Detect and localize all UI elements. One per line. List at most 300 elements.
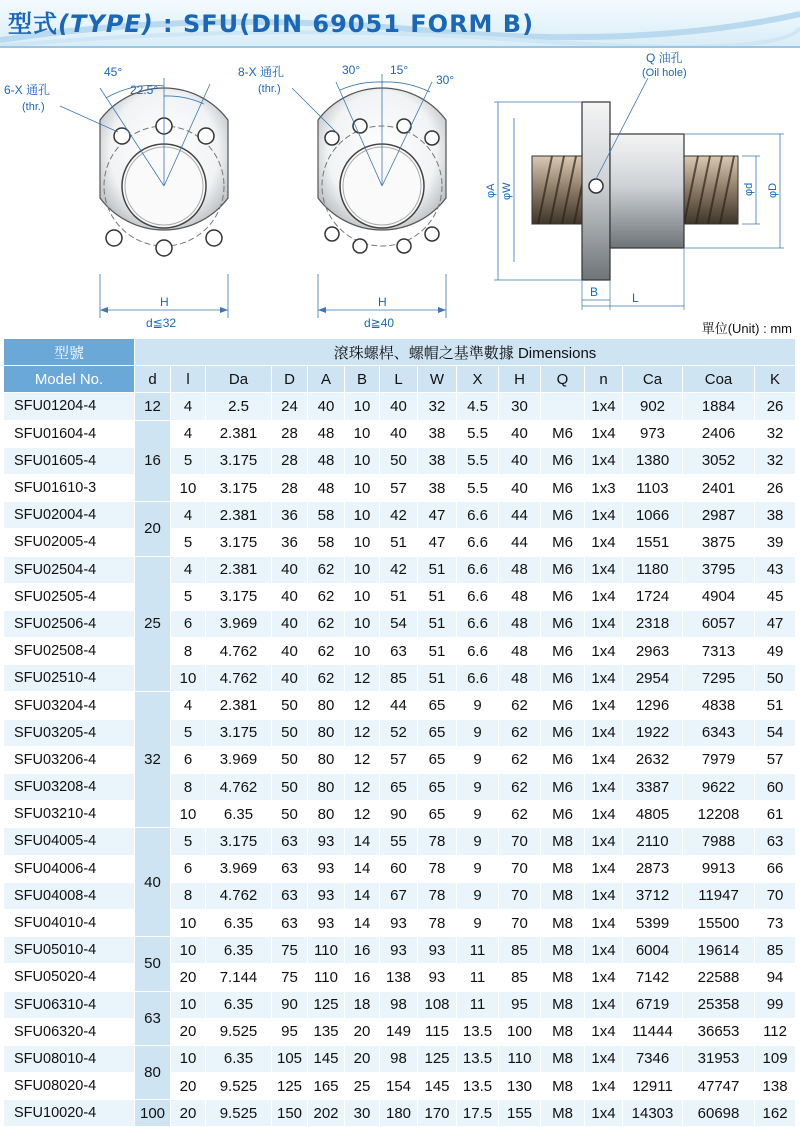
cell-da: 2.381 bbox=[206, 556, 272, 583]
dimensions-table bbox=[3, 338, 796, 1127]
cell-coa: 2987 bbox=[683, 502, 755, 529]
cell-l: 8 bbox=[171, 882, 206, 909]
cell-da: 3.969 bbox=[206, 746, 272, 773]
cell-n: 1x4 bbox=[585, 502, 623, 529]
model-cell: SFU06310-4 bbox=[4, 991, 135, 1018]
column-header-Q: Q bbox=[541, 366, 585, 393]
cell-h: 70 bbox=[499, 909, 541, 936]
cell-w: 51 bbox=[418, 665, 457, 692]
cell-a: 62 bbox=[308, 610, 345, 637]
cell-b: 10 bbox=[345, 420, 380, 447]
cell-d: 50 bbox=[272, 801, 308, 828]
cell-l: 51 bbox=[380, 583, 418, 610]
cell-coa: 3052 bbox=[683, 447, 755, 474]
cell-da: 4.762 bbox=[206, 638, 272, 665]
cell-da: 4.762 bbox=[206, 665, 272, 692]
cell-coa: 3875 bbox=[683, 529, 755, 556]
diameter-cell: 80 bbox=[135, 1045, 171, 1099]
cell-w: 78 bbox=[418, 909, 457, 936]
cell-a: 58 bbox=[308, 502, 345, 529]
diameter-cell: 20 bbox=[135, 502, 171, 556]
table-row bbox=[4, 1045, 796, 1072]
cell-k: 45 bbox=[755, 583, 796, 610]
cell-b: 10 bbox=[345, 474, 380, 501]
diameter-cell: 50 bbox=[135, 937, 171, 991]
cell-a: 40 bbox=[308, 393, 345, 420]
cell-ca: 973 bbox=[623, 420, 683, 447]
diameter-cell: 25 bbox=[135, 556, 171, 692]
cell-w: 47 bbox=[418, 529, 457, 556]
cell-ca: 1066 bbox=[623, 502, 683, 529]
cell-l: 10 bbox=[171, 1045, 206, 1072]
cell-q: M8 bbox=[541, 909, 585, 936]
model-cell: SFU04010-4 bbox=[4, 909, 135, 936]
cell-q: M8 bbox=[541, 1018, 585, 1045]
flange-front-view-6-holes bbox=[4, 65, 228, 330]
column-header-Da: Da bbox=[206, 366, 272, 393]
cell-l: 57 bbox=[380, 746, 418, 773]
cell-n: 1x4 bbox=[585, 583, 623, 610]
oil-hole-label-en: (Oil hole) bbox=[642, 67, 687, 79]
cell-w: 65 bbox=[418, 801, 457, 828]
cell-h: 70 bbox=[499, 828, 541, 855]
cell-b: 12 bbox=[345, 746, 380, 773]
cell-q: M8 bbox=[541, 1073, 585, 1100]
table-row bbox=[4, 529, 796, 556]
cell-n: 1x4 bbox=[585, 692, 623, 719]
thr-label: (thr.) bbox=[22, 101, 45, 113]
cell-a: 80 bbox=[308, 801, 345, 828]
cell-coa: 36653 bbox=[683, 1018, 755, 1045]
cell-n: 1x4 bbox=[585, 1073, 623, 1100]
cell-w: 51 bbox=[418, 556, 457, 583]
cell-a: 80 bbox=[308, 692, 345, 719]
cell-a: 48 bbox=[308, 474, 345, 501]
cell-l: 10 bbox=[171, 665, 206, 692]
cell-x: 5.5 bbox=[457, 420, 499, 447]
cell-w: 78 bbox=[418, 882, 457, 909]
cell-coa: 4838 bbox=[683, 692, 755, 719]
cell-x: 9 bbox=[457, 801, 499, 828]
cell-n: 1x3 bbox=[585, 474, 623, 501]
phi-w-label: φW bbox=[501, 182, 513, 200]
cell-a: 93 bbox=[308, 909, 345, 936]
cell-l: 67 bbox=[380, 882, 418, 909]
cell-b: 20 bbox=[345, 1018, 380, 1045]
cell-h: 95 bbox=[499, 991, 541, 1018]
table-row bbox=[4, 583, 796, 610]
cell-x: 6.6 bbox=[457, 502, 499, 529]
cell-ca: 1724 bbox=[623, 583, 683, 610]
cell-ca: 7142 bbox=[623, 964, 683, 991]
cell-l: 63 bbox=[380, 638, 418, 665]
column-header-D: D bbox=[272, 366, 308, 393]
table-row bbox=[4, 909, 796, 936]
model-cell: SFU02504-4 bbox=[4, 556, 135, 583]
cell-d: 28 bbox=[272, 420, 308, 447]
cell-ca: 12911 bbox=[623, 1073, 683, 1100]
cell-k: 43 bbox=[755, 556, 796, 583]
cell-l: 98 bbox=[380, 991, 418, 1018]
angle-label: 15° bbox=[390, 63, 409, 77]
cell-h: 62 bbox=[499, 746, 541, 773]
cell-b: 10 bbox=[345, 393, 380, 420]
cell-q: M6 bbox=[541, 638, 585, 665]
model-cell: SFU05010-4 bbox=[4, 937, 135, 964]
page-title bbox=[8, 4, 534, 39]
diameter-cell: 16 bbox=[135, 420, 171, 502]
cell-h: 70 bbox=[499, 855, 541, 882]
cell-w: 51 bbox=[418, 583, 457, 610]
diameter-cell: 32 bbox=[135, 692, 171, 828]
table-row bbox=[4, 665, 796, 692]
cell-x: 6.6 bbox=[457, 583, 499, 610]
cell-coa: 6343 bbox=[683, 719, 755, 746]
table-row bbox=[4, 855, 796, 882]
cell-h: 48 bbox=[499, 665, 541, 692]
cell-d: 90 bbox=[272, 991, 308, 1018]
cell-b: 16 bbox=[345, 937, 380, 964]
cell-h: 62 bbox=[499, 774, 541, 801]
diameter-cell: 100 bbox=[135, 1100, 171, 1127]
column-header-L: L bbox=[380, 366, 418, 393]
cell-k: 94 bbox=[755, 964, 796, 991]
cell-a: 62 bbox=[308, 583, 345, 610]
table-row bbox=[4, 774, 796, 801]
cell-n: 1x4 bbox=[585, 1018, 623, 1045]
angle-label: 45° bbox=[104, 65, 123, 79]
holes-label: 6-X 通孔 bbox=[4, 83, 51, 97]
cell-coa: 1884 bbox=[683, 393, 755, 420]
cell-d: 50 bbox=[272, 774, 308, 801]
cell-da: 3.175 bbox=[206, 529, 272, 556]
cell-l: 42 bbox=[380, 556, 418, 583]
cell-w: 93 bbox=[418, 964, 457, 991]
cell-k: 138 bbox=[755, 1073, 796, 1100]
model-cell: SFU06320-4 bbox=[4, 1018, 135, 1045]
cell-k: 109 bbox=[755, 1045, 796, 1072]
table-row bbox=[4, 447, 796, 474]
cell-q: M6 bbox=[541, 556, 585, 583]
holes-label: 8-X 通孔 bbox=[238, 65, 285, 79]
cell-d: 63 bbox=[272, 882, 308, 909]
model-cell: SFU04008-4 bbox=[4, 882, 135, 909]
cell-d: 40 bbox=[272, 665, 308, 692]
column-header-B: B bbox=[345, 366, 380, 393]
table-row bbox=[4, 746, 796, 773]
cell-d: 40 bbox=[272, 638, 308, 665]
phi-a-label: φA bbox=[485, 183, 497, 198]
cell-k: 99 bbox=[755, 991, 796, 1018]
cell-h: 44 bbox=[499, 529, 541, 556]
cell-x: 9 bbox=[457, 746, 499, 773]
cell-l: 154 bbox=[380, 1073, 418, 1100]
cell-a: 80 bbox=[308, 746, 345, 773]
table-row bbox=[4, 393, 796, 420]
cell-x: 6.6 bbox=[457, 529, 499, 556]
cell-n: 1x4 bbox=[585, 855, 623, 882]
cell-h: 85 bbox=[499, 937, 541, 964]
cell-h: 48 bbox=[499, 610, 541, 637]
cell-coa: 19614 bbox=[683, 937, 755, 964]
cell-d: 40 bbox=[272, 556, 308, 583]
cell-h: 100 bbox=[499, 1018, 541, 1045]
column-header-row bbox=[4, 366, 796, 393]
table-row bbox=[4, 801, 796, 828]
table-row bbox=[4, 692, 796, 719]
cell-da: 9.525 bbox=[206, 1100, 272, 1127]
cell-l: 20 bbox=[171, 964, 206, 991]
cell-x: 9 bbox=[457, 882, 499, 909]
model-cell: SFU03205-4 bbox=[4, 719, 135, 746]
model-cell: SFU02508-4 bbox=[4, 638, 135, 665]
cell-x: 6.6 bbox=[457, 665, 499, 692]
cell-k: 38 bbox=[755, 502, 796, 529]
cell-l: 10 bbox=[171, 991, 206, 1018]
cell-d: 40 bbox=[272, 583, 308, 610]
thr-label: (thr.) bbox=[258, 83, 281, 95]
cell-a: 110 bbox=[308, 937, 345, 964]
cell-k: 51 bbox=[755, 692, 796, 719]
cell-b: 10 bbox=[345, 610, 380, 637]
cell-coa: 25358 bbox=[683, 991, 755, 1018]
cell-x: 13.5 bbox=[457, 1045, 499, 1072]
cell-ca: 11444 bbox=[623, 1018, 683, 1045]
cell-h: 48 bbox=[499, 638, 541, 665]
cell-q: M6 bbox=[541, 692, 585, 719]
cell-b: 12 bbox=[345, 774, 380, 801]
unit-label: 單位(Unit) : mm bbox=[701, 321, 792, 336]
cell-da: 6.35 bbox=[206, 937, 272, 964]
model-cell: SFU02005-4 bbox=[4, 529, 135, 556]
cell-coa: 7313 bbox=[683, 638, 755, 665]
title-banner bbox=[0, 0, 800, 48]
model-cell: SFU01605-4 bbox=[4, 447, 135, 474]
angle-label: 30° bbox=[342, 63, 361, 77]
cell-x: 9 bbox=[457, 774, 499, 801]
column-header-n: n bbox=[585, 366, 623, 393]
cell-q: M6 bbox=[541, 529, 585, 556]
cell-b: 14 bbox=[345, 882, 380, 909]
cell-l: 57 bbox=[380, 474, 418, 501]
cell-l: 44 bbox=[380, 692, 418, 719]
cell-h: 110 bbox=[499, 1045, 541, 1072]
cell-l: 40 bbox=[380, 420, 418, 447]
cell-k: 57 bbox=[755, 746, 796, 773]
cell-coa: 4904 bbox=[683, 583, 755, 610]
cell-coa: 7979 bbox=[683, 746, 755, 773]
cell-l: 4 bbox=[171, 692, 206, 719]
cell-n: 1x4 bbox=[585, 529, 623, 556]
cell-a: 80 bbox=[308, 719, 345, 746]
cell-coa: 9913 bbox=[683, 855, 755, 882]
cell-b: 12 bbox=[345, 719, 380, 746]
cell-d: 40 bbox=[272, 610, 308, 637]
cell-a: 110 bbox=[308, 964, 345, 991]
cell-w: 125 bbox=[418, 1045, 457, 1072]
cell-x: 11 bbox=[457, 964, 499, 991]
cell-q: M8 bbox=[541, 964, 585, 991]
cell-da: 3.175 bbox=[206, 447, 272, 474]
cell-n: 1x4 bbox=[585, 774, 623, 801]
column-header-X: X bbox=[457, 366, 499, 393]
cell-b: 10 bbox=[345, 529, 380, 556]
cell-n: 1x4 bbox=[585, 1045, 623, 1072]
table-row bbox=[4, 502, 796, 529]
cell-w: 51 bbox=[418, 638, 457, 665]
cell-q: M8 bbox=[541, 855, 585, 882]
cell-b: 10 bbox=[345, 502, 380, 529]
table-body bbox=[4, 393, 796, 1127]
table-row bbox=[4, 1073, 796, 1100]
model-cell: SFU01204-4 bbox=[4, 393, 135, 420]
cell-h: 40 bbox=[499, 447, 541, 474]
table-row bbox=[4, 556, 796, 583]
cell-q: M8 bbox=[541, 882, 585, 909]
cell-coa: 9622 bbox=[683, 774, 755, 801]
dim-b-label: B bbox=[590, 285, 599, 299]
cell-w: 115 bbox=[418, 1018, 457, 1045]
cell-l: 4 bbox=[171, 420, 206, 447]
cell-h: 85 bbox=[499, 964, 541, 991]
cell-b: 10 bbox=[345, 447, 380, 474]
table-row bbox=[4, 828, 796, 855]
angle-label: 22.5° bbox=[130, 83, 159, 97]
cell-w: 93 bbox=[418, 937, 457, 964]
cell-coa: 60698 bbox=[683, 1100, 755, 1127]
cell-k: 112 bbox=[755, 1018, 796, 1045]
cell-da: 9.525 bbox=[206, 1073, 272, 1100]
cell-k: 85 bbox=[755, 937, 796, 964]
cell-b: 12 bbox=[345, 665, 380, 692]
cell-da: 3.175 bbox=[206, 583, 272, 610]
cell-coa: 47747 bbox=[683, 1073, 755, 1100]
cell-w: 65 bbox=[418, 719, 457, 746]
column-header-Ca: Ca bbox=[623, 366, 683, 393]
cell-d: 50 bbox=[272, 746, 308, 773]
cell-w: 78 bbox=[418, 828, 457, 855]
cell-a: 145 bbox=[308, 1045, 345, 1072]
cell-q: M6 bbox=[541, 719, 585, 746]
cell-k: 26 bbox=[755, 474, 796, 501]
cell-x: 13.5 bbox=[457, 1073, 499, 1100]
cell-d: 95 bbox=[272, 1018, 308, 1045]
title-cn: 型式 bbox=[8, 10, 58, 38]
cell-da: 3.969 bbox=[206, 855, 272, 882]
column-header-A: A bbox=[308, 366, 345, 393]
cell-x: 9 bbox=[457, 909, 499, 936]
cell-k: 73 bbox=[755, 909, 796, 936]
table-row bbox=[4, 991, 796, 1018]
cell-l: 90 bbox=[380, 801, 418, 828]
cell-d: 28 bbox=[272, 447, 308, 474]
cell-l: 20 bbox=[171, 1100, 206, 1127]
cell-a: 62 bbox=[308, 556, 345, 583]
cell-da: 2.381 bbox=[206, 502, 272, 529]
cell-b: 20 bbox=[345, 1045, 380, 1072]
cell-coa: 31953 bbox=[683, 1045, 755, 1072]
cell-h: 62 bbox=[499, 692, 541, 719]
cell-w: 32 bbox=[418, 393, 457, 420]
title-type: (TYPE) bbox=[58, 10, 154, 38]
cell-a: 48 bbox=[308, 420, 345, 447]
cell-h: 62 bbox=[499, 719, 541, 746]
cell-l: 10 bbox=[171, 474, 206, 501]
table-row bbox=[4, 638, 796, 665]
cell-ca: 1380 bbox=[623, 447, 683, 474]
cell-ca: 1103 bbox=[623, 474, 683, 501]
cell-q: M6 bbox=[541, 583, 585, 610]
cell-ca: 4805 bbox=[623, 801, 683, 828]
table-row bbox=[4, 937, 796, 964]
cell-h: 62 bbox=[499, 801, 541, 828]
cell-b: 12 bbox=[345, 801, 380, 828]
diameter-cell: 63 bbox=[135, 991, 171, 1045]
table-row bbox=[4, 1100, 796, 1127]
cell-x: 6.6 bbox=[457, 610, 499, 637]
cell-k: 54 bbox=[755, 719, 796, 746]
model-cell: SFU03208-4 bbox=[4, 774, 135, 801]
cell-l: 10 bbox=[171, 909, 206, 936]
cell-da: 3.175 bbox=[206, 828, 272, 855]
cell-l: 6 bbox=[171, 746, 206, 773]
cell-l: 6 bbox=[171, 855, 206, 882]
cell-l: 8 bbox=[171, 638, 206, 665]
cell-w: 65 bbox=[418, 774, 457, 801]
cell-q: M6 bbox=[541, 665, 585, 692]
cell-coa: 12208 bbox=[683, 801, 755, 828]
cell-a: 165 bbox=[308, 1073, 345, 1100]
cell-coa: 7295 bbox=[683, 665, 755, 692]
cell-w: 47 bbox=[418, 502, 457, 529]
header-model-en: Model No. bbox=[4, 366, 135, 393]
cell-l: 5 bbox=[171, 828, 206, 855]
cell-a: 58 bbox=[308, 529, 345, 556]
header-dimensions: 滾珠螺桿、螺帽之基準數據 Dimensions bbox=[135, 339, 796, 366]
cell-a: 93 bbox=[308, 882, 345, 909]
cell-coa: 22588 bbox=[683, 964, 755, 991]
cell-ca: 6004 bbox=[623, 937, 683, 964]
cell-n: 1x4 bbox=[585, 909, 623, 936]
cell-n: 1x4 bbox=[585, 882, 623, 909]
column-header-H: H bbox=[499, 366, 541, 393]
cell-l: 40 bbox=[380, 393, 418, 420]
cell-n: 1x4 bbox=[585, 828, 623, 855]
cell-d: 36 bbox=[272, 502, 308, 529]
cell-l: 6 bbox=[171, 610, 206, 637]
cell-w: 65 bbox=[418, 692, 457, 719]
cell-l: 10 bbox=[171, 937, 206, 964]
diameter-cell: 40 bbox=[135, 828, 171, 937]
cell-q: M6 bbox=[541, 447, 585, 474]
model-cell: SFU05020-4 bbox=[4, 964, 135, 991]
cell-k: 70 bbox=[755, 882, 796, 909]
cell-q: M6 bbox=[541, 420, 585, 447]
phi-d-label: φD bbox=[767, 182, 779, 198]
cell-x: 9 bbox=[457, 719, 499, 746]
cell-ca: 6719 bbox=[623, 991, 683, 1018]
cell-ca: 3387 bbox=[623, 774, 683, 801]
cell-l: 10 bbox=[171, 801, 206, 828]
cell-h: 48 bbox=[499, 556, 541, 583]
cell-b: 10 bbox=[345, 583, 380, 610]
cell-coa: 2401 bbox=[683, 474, 755, 501]
cell-k: 61 bbox=[755, 801, 796, 828]
cell-n: 1x4 bbox=[585, 801, 623, 828]
cell-h: 155 bbox=[499, 1100, 541, 1127]
cell-q: M6 bbox=[541, 746, 585, 773]
cell-k: 49 bbox=[755, 638, 796, 665]
